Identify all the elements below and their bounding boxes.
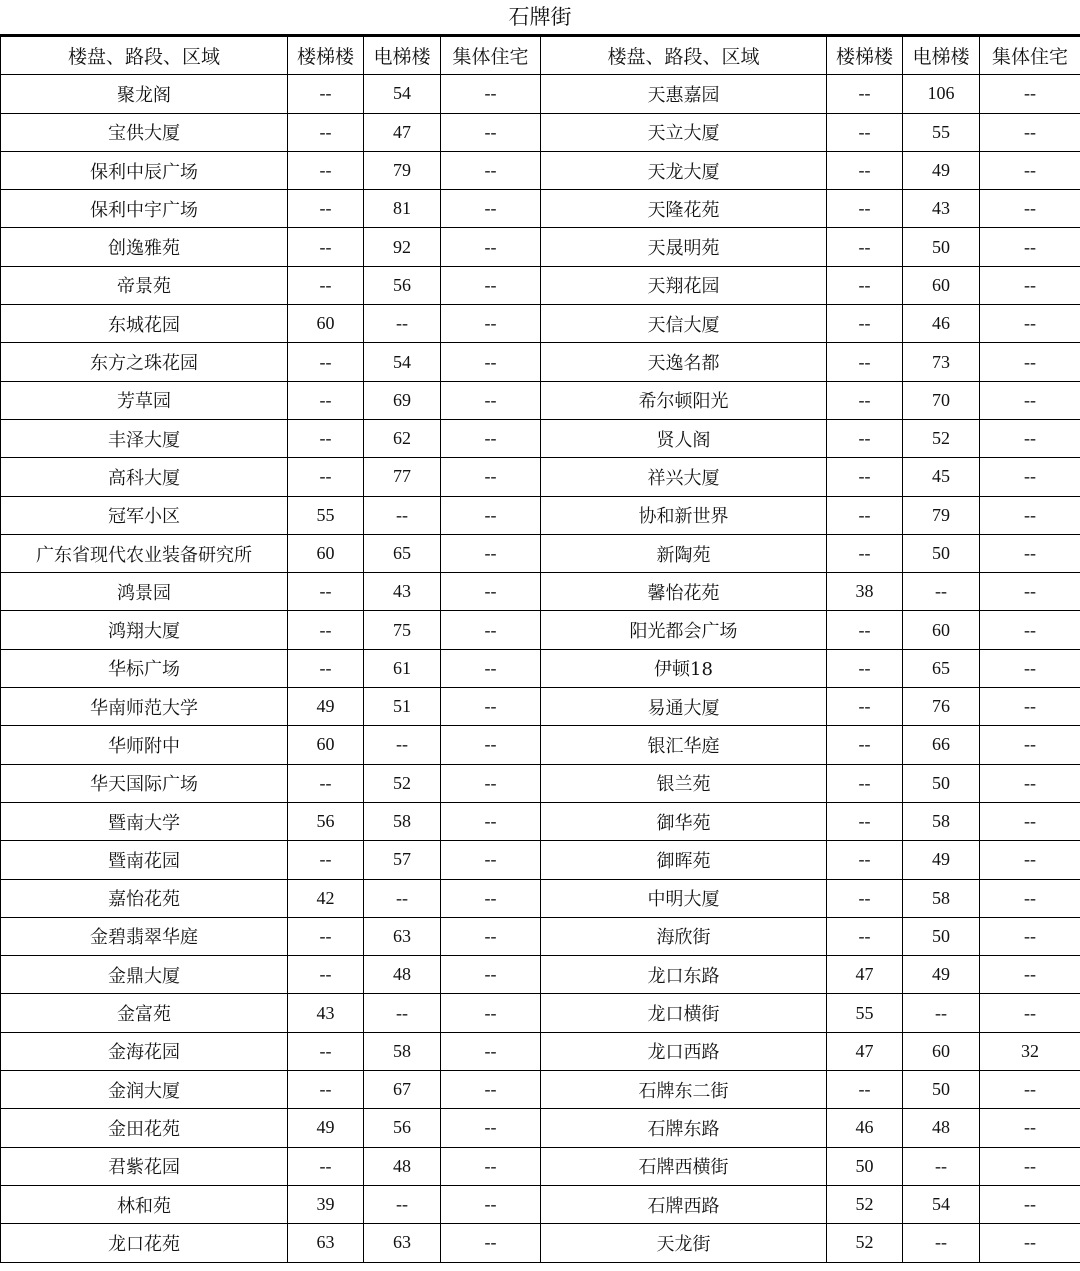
cell-estate-right: 石牌西横街 [541,1147,827,1185]
cell-stair-right: -- [827,879,903,917]
cell-elevator-right: 58 [903,802,980,840]
cell-collective-right: -- [980,496,1080,534]
cell-estate-left: 鸿景园 [1,573,288,611]
cell-collective-left: -- [441,1109,541,1147]
cell-collective-right: -- [980,305,1080,343]
cell-elevator-right: 49 [903,956,980,994]
cell-estate-right: 银汇华庭 [541,726,827,764]
cell-elevator-right: -- [903,994,980,1032]
cell-estate-right: 天龙街 [541,1224,827,1262]
cell-collective-left: -- [441,419,541,457]
table-row [1,1032,1080,1070]
table-row [1,841,1080,879]
cell-elevator-left: 81 [364,190,441,228]
cell-estate-right: 天信大厦 [541,305,827,343]
cell-collective-right: -- [980,726,1080,764]
cell-stair-left: 49 [288,688,364,726]
cell-elevator-right: -- [903,573,980,611]
cell-elevator-left: 62 [364,419,441,457]
table-row [1,458,1080,496]
cell-elevator-right: 50 [903,1071,980,1109]
cell-collective-right: -- [980,534,1080,572]
cell-stair-right: -- [827,917,903,955]
table-row [1,611,1080,649]
table-row [1,151,1080,189]
cell-stair-right: -- [827,458,903,496]
cell-estate-left: 保利中辰广场 [1,151,288,189]
cell-estate-right: 天龙大厦 [541,151,827,189]
cell-elevator-right: 60 [903,266,980,304]
table-row [1,343,1080,381]
cell-stair-right: -- [827,764,903,802]
cell-elevator-right: 76 [903,688,980,726]
cell-collective-left: -- [441,1032,541,1070]
cell-collective-left: -- [441,1224,541,1262]
table-row [1,649,1080,687]
cell-stair-left: -- [288,381,364,419]
cell-elevator-left: -- [364,305,441,343]
cell-collective-left: -- [441,534,541,572]
cell-collective-right: -- [980,764,1080,802]
cell-collective-left: -- [441,1147,541,1185]
cell-stair-left: -- [288,190,364,228]
cell-collective-right: -- [980,343,1080,381]
cell-collective-right: -- [980,75,1080,113]
cell-elevator-left: 75 [364,611,441,649]
cell-estate-left: 金鼎大厦 [1,956,288,994]
cell-estate-left: 宝供大厦 [1,113,288,151]
cell-estate-left: 嘉怡花苑 [1,879,288,917]
cell-estate-left: 君紫花园 [1,1147,288,1185]
cell-stair-right: -- [827,841,903,879]
cell-estate-left: 暨南大学 [1,802,288,840]
cell-stair-right: -- [827,381,903,419]
cell-stair-right: -- [827,343,903,381]
cell-estate-left: 华师附中 [1,726,288,764]
cell-stair-left: 60 [288,726,364,764]
cell-stair-right: -- [827,496,903,534]
cell-estate-right: 石牌东二街 [541,1071,827,1109]
cell-collective-left: -- [441,75,541,113]
cell-stair-left: -- [288,228,364,266]
cell-estate-right: 天隆花苑 [541,190,827,228]
cell-stair-right: -- [827,726,903,764]
cell-stair-right: -- [827,113,903,151]
cell-estate-right: 天晟明苑 [541,228,827,266]
cell-collective-right: -- [980,1185,1080,1223]
cell-collective-right: -- [980,649,1080,687]
table-row [1,879,1080,917]
cell-elevator-left: 61 [364,649,441,687]
cell-stair-right: -- [827,1071,903,1109]
cell-elevator-right: 55 [903,113,980,151]
table-row [1,1185,1080,1223]
cell-estate-right: 御华苑 [541,802,827,840]
cell-elevator-right: 50 [903,534,980,572]
cell-estate-left: 广东省现代农业装备研究所 [1,534,288,572]
cell-estate-right: 馨怡花苑 [541,573,827,611]
cell-stair-right: 47 [827,1032,903,1070]
cell-elevator-left: 77 [364,458,441,496]
cell-elevator-right: 106 [903,75,980,113]
cell-elevator-right: 46 [903,305,980,343]
cell-elevator-right: 48 [903,1109,980,1147]
cell-elevator-right: -- [903,1224,980,1262]
cell-stair-left: 49 [288,1109,364,1147]
cell-collective-left: -- [441,305,541,343]
cell-stair-right: -- [827,611,903,649]
cell-estate-right: 伊顿18 [541,649,827,687]
cell-collective-left: -- [441,458,541,496]
cell-stair-right: -- [827,688,903,726]
cell-elevator-left: 92 [364,228,441,266]
cell-stair-right: 52 [827,1185,903,1223]
cell-stair-right: -- [827,802,903,840]
cell-collective-right: -- [980,1109,1080,1147]
cell-collective-left: -- [441,726,541,764]
cell-elevator-right: 50 [903,228,980,266]
cell-stair-left: 55 [288,496,364,534]
header-cell-stair-right: 楼梯楼 [827,37,903,75]
cell-elevator-right: 70 [903,381,980,419]
table-row [1,802,1080,840]
cell-elevator-left: -- [364,726,441,764]
cell-collective-right: -- [980,1224,1080,1262]
table-row [1,994,1080,1032]
cell-stair-left: -- [288,113,364,151]
header-cell-stair-left: 楼梯楼 [288,37,364,75]
cell-stair-right: 46 [827,1109,903,1147]
cell-elevator-left: 58 [364,802,441,840]
cell-stair-right: -- [827,228,903,266]
cell-collective-right: -- [980,266,1080,304]
cell-estate-right: 新陶苑 [541,534,827,572]
cell-estate-left: 芳草园 [1,381,288,419]
header-cell-collective-left: 集体住宅 [441,37,541,75]
cell-elevator-right: 45 [903,458,980,496]
cell-stair-right: -- [827,75,903,113]
cell-collective-right: -- [980,917,1080,955]
cell-stair-right: -- [827,649,903,687]
cell-estate-left: 帝景苑 [1,266,288,304]
cell-elevator-left: 48 [364,1147,441,1185]
price-table [0,36,1080,1263]
table-row [1,534,1080,572]
cell-stair-left: 56 [288,802,364,840]
cell-stair-left: 60 [288,305,364,343]
cell-elevator-right: 73 [903,343,980,381]
cell-estate-right: 中明大厦 [541,879,827,917]
cell-collective-right: -- [980,113,1080,151]
cell-elevator-right: 52 [903,419,980,457]
cell-elevator-left: 69 [364,381,441,419]
cell-stair-right: 38 [827,573,903,611]
header-cell-estate-right: 楼盘、路段、区域 [541,37,827,75]
cell-collective-right: -- [980,1147,1080,1185]
header-row [1,37,1080,75]
cell-stair-left: -- [288,956,364,994]
cell-stair-left: -- [288,266,364,304]
cell-stair-right: -- [827,534,903,572]
cell-stair-left: -- [288,1032,364,1070]
cell-elevator-left: -- [364,879,441,917]
cell-estate-left: 东方之珠花园 [1,343,288,381]
cell-collective-right: -- [980,956,1080,994]
cell-elevator-right: 60 [903,611,980,649]
table-row [1,113,1080,151]
cell-elevator-right: 50 [903,764,980,802]
cell-elevator-left: 56 [364,1109,441,1147]
cell-collective-left: -- [441,1071,541,1109]
table-row [1,381,1080,419]
table-body [1,75,1080,1262]
cell-estate-right: 御晖苑 [541,841,827,879]
cell-estate-left: 金碧翡翠华庭 [1,917,288,955]
cell-elevator-right: -- [903,1147,980,1185]
cell-estate-left: 鸿翔大厦 [1,611,288,649]
cell-stair-left: -- [288,151,364,189]
cell-stair-left: -- [288,649,364,687]
cell-elevator-right: 50 [903,917,980,955]
cell-collective-left: -- [441,343,541,381]
cell-elevator-right: 65 [903,649,980,687]
cell-estate-left: 保利中宇广场 [1,190,288,228]
cell-collective-right: -- [980,611,1080,649]
cell-estate-right: 希尔顿阳光 [541,381,827,419]
cell-estate-left: 聚龙阁 [1,75,288,113]
cell-estate-right: 海欣街 [541,917,827,955]
cell-estate-right: 祥兴大厦 [541,458,827,496]
cell-elevator-left: 48 [364,956,441,994]
cell-collective-left: -- [441,688,541,726]
table-row [1,1109,1080,1147]
cell-stair-left: -- [288,573,364,611]
header-cell-estate-left: 楼盘、路段、区域 [1,37,288,75]
table-row [1,305,1080,343]
cell-collective-left: -- [441,956,541,994]
cell-elevator-left: 52 [364,764,441,802]
cell-collective-right: 32 [980,1032,1080,1070]
cell-estate-left: 高科大厦 [1,458,288,496]
table-row [1,75,1080,113]
cell-elevator-left: 47 [364,113,441,151]
cell-estate-right: 协和新世界 [541,496,827,534]
cell-collective-left: -- [441,611,541,649]
table-row [1,764,1080,802]
cell-elevator-left: 56 [364,266,441,304]
cell-estate-right: 银兰苑 [541,764,827,802]
cell-collective-left: -- [441,879,541,917]
cell-stair-left: 39 [288,1185,364,1223]
cell-elevator-right: 43 [903,190,980,228]
cell-elevator-left: 54 [364,75,441,113]
cell-elevator-left: 65 [364,534,441,572]
cell-collective-right: -- [980,1071,1080,1109]
cell-stair-right: 55 [827,994,903,1032]
cell-collective-left: -- [441,190,541,228]
cell-stair-left: -- [288,343,364,381]
cell-estate-left: 金润大厦 [1,1071,288,1109]
cell-elevator-left: -- [364,1185,441,1223]
cell-elevator-right: 49 [903,151,980,189]
table-row [1,496,1080,534]
cell-estate-right: 易通大厦 [541,688,827,726]
cell-collective-right: -- [980,879,1080,917]
cell-estate-left: 华南师范大学 [1,688,288,726]
table-row [1,688,1080,726]
cell-stair-left: -- [288,458,364,496]
table-row [1,726,1080,764]
cell-estate-right: 天立大厦 [541,113,827,151]
cell-collective-left: -- [441,573,541,611]
cell-collective-left: -- [441,841,541,879]
cell-estate-right: 龙口东路 [541,956,827,994]
cell-stair-left: -- [288,611,364,649]
cell-elevator-right: 49 [903,841,980,879]
table-row [1,1071,1080,1109]
table-row [1,1224,1080,1262]
cell-collective-left: -- [441,266,541,304]
cell-stair-left: -- [288,419,364,457]
cell-elevator-left: 43 [364,573,441,611]
cell-estate-right: 贤人阁 [541,419,827,457]
cell-collective-left: -- [441,151,541,189]
cell-stair-left: 60 [288,534,364,572]
cell-collective-right: -- [980,419,1080,457]
cell-stair-left: 42 [288,879,364,917]
cell-estate-left: 华标广场 [1,649,288,687]
cell-estate-right: 龙口横街 [541,994,827,1032]
cell-collective-right: -- [980,802,1080,840]
cell-stair-right: -- [827,266,903,304]
cell-stair-right: -- [827,151,903,189]
cell-estate-left: 华天国际广场 [1,764,288,802]
cell-elevator-left: 67 [364,1071,441,1109]
cell-elevator-right: 54 [903,1185,980,1223]
header-cell-elevator-right: 电梯楼 [903,37,980,75]
cell-collective-left: -- [441,994,541,1032]
cell-stair-left: -- [288,1147,364,1185]
cell-estate-left: 暨南花园 [1,841,288,879]
cell-estate-left: 金海花园 [1,1032,288,1070]
cell-stair-left: -- [288,841,364,879]
table-row [1,917,1080,955]
header-cell-elevator-left: 电梯楼 [364,37,441,75]
cell-stair-left: 63 [288,1224,364,1262]
cell-elevator-left: 63 [364,917,441,955]
cell-estate-right: 石牌西路 [541,1185,827,1223]
table-row [1,266,1080,304]
cell-stair-right: 52 [827,1224,903,1262]
cell-estate-left: 丰泽大厦 [1,419,288,457]
table-row [1,190,1080,228]
cell-collective-right: -- [980,994,1080,1032]
cell-collective-right: -- [980,381,1080,419]
cell-collective-left: -- [441,113,541,151]
cell-elevator-right: 66 [903,726,980,764]
cell-estate-left: 金富苑 [1,994,288,1032]
cell-estate-left: 冠军小区 [1,496,288,534]
cell-elevator-right: 79 [903,496,980,534]
cell-collective-left: -- [441,496,541,534]
cell-stair-left: -- [288,75,364,113]
cell-estate-right: 天惠嘉园 [541,75,827,113]
cell-estate-right: 阳光都会广场 [541,611,827,649]
cell-estate-right: 石牌东路 [541,1109,827,1147]
cell-collective-right: -- [980,190,1080,228]
cell-stair-right: -- [827,419,903,457]
cell-elevator-left: 79 [364,151,441,189]
cell-collective-left: -- [441,1185,541,1223]
cell-collective-left: -- [441,802,541,840]
sheet-title: 石牌街 [0,0,1080,36]
cell-estate-left: 林和苑 [1,1185,288,1223]
cell-collective-left: -- [441,649,541,687]
table-row [1,573,1080,611]
cell-estate-right: 天逸名都 [541,343,827,381]
header-cell-collective-right: 集体住宅 [980,37,1080,75]
cell-collective-right: -- [980,228,1080,266]
cell-collective-right: -- [980,688,1080,726]
cell-estate-left: 创逸雅苑 [1,228,288,266]
cell-collective-left: -- [441,228,541,266]
cell-collective-right: -- [980,573,1080,611]
cell-elevator-left: 54 [364,343,441,381]
table-row [1,956,1080,994]
cell-estate-right: 天翔花园 [541,266,827,304]
cell-elevator-left: 57 [364,841,441,879]
cell-estate-left: 龙口花苑 [1,1224,288,1262]
cell-collective-right: -- [980,841,1080,879]
cell-stair-right: 47 [827,956,903,994]
table-row [1,419,1080,457]
cell-collective-right: -- [980,458,1080,496]
cell-collective-left: -- [441,764,541,802]
table-row [1,228,1080,266]
cell-elevator-left: 51 [364,688,441,726]
cell-estate-right: 龙口西路 [541,1032,827,1070]
cell-elevator-right: 60 [903,1032,980,1070]
cell-estate-left: 东城花园 [1,305,288,343]
cell-stair-left: -- [288,764,364,802]
cell-collective-left: -- [441,381,541,419]
cell-elevator-left: 58 [364,1032,441,1070]
cell-stair-left: 43 [288,994,364,1032]
cell-elevator-left: 63 [364,1224,441,1262]
cell-elevator-right: 58 [903,879,980,917]
cell-stair-left: -- [288,1071,364,1109]
cell-collective-right: -- [980,151,1080,189]
cell-stair-left: -- [288,917,364,955]
cell-estate-left: 金田花苑 [1,1109,288,1147]
table-row [1,1147,1080,1185]
cell-collective-left: -- [441,917,541,955]
cell-elevator-left: -- [364,496,441,534]
cell-elevator-left: -- [364,994,441,1032]
cell-stair-right: -- [827,305,903,343]
cell-stair-right: -- [827,190,903,228]
cell-stair-right: 50 [827,1147,903,1185]
